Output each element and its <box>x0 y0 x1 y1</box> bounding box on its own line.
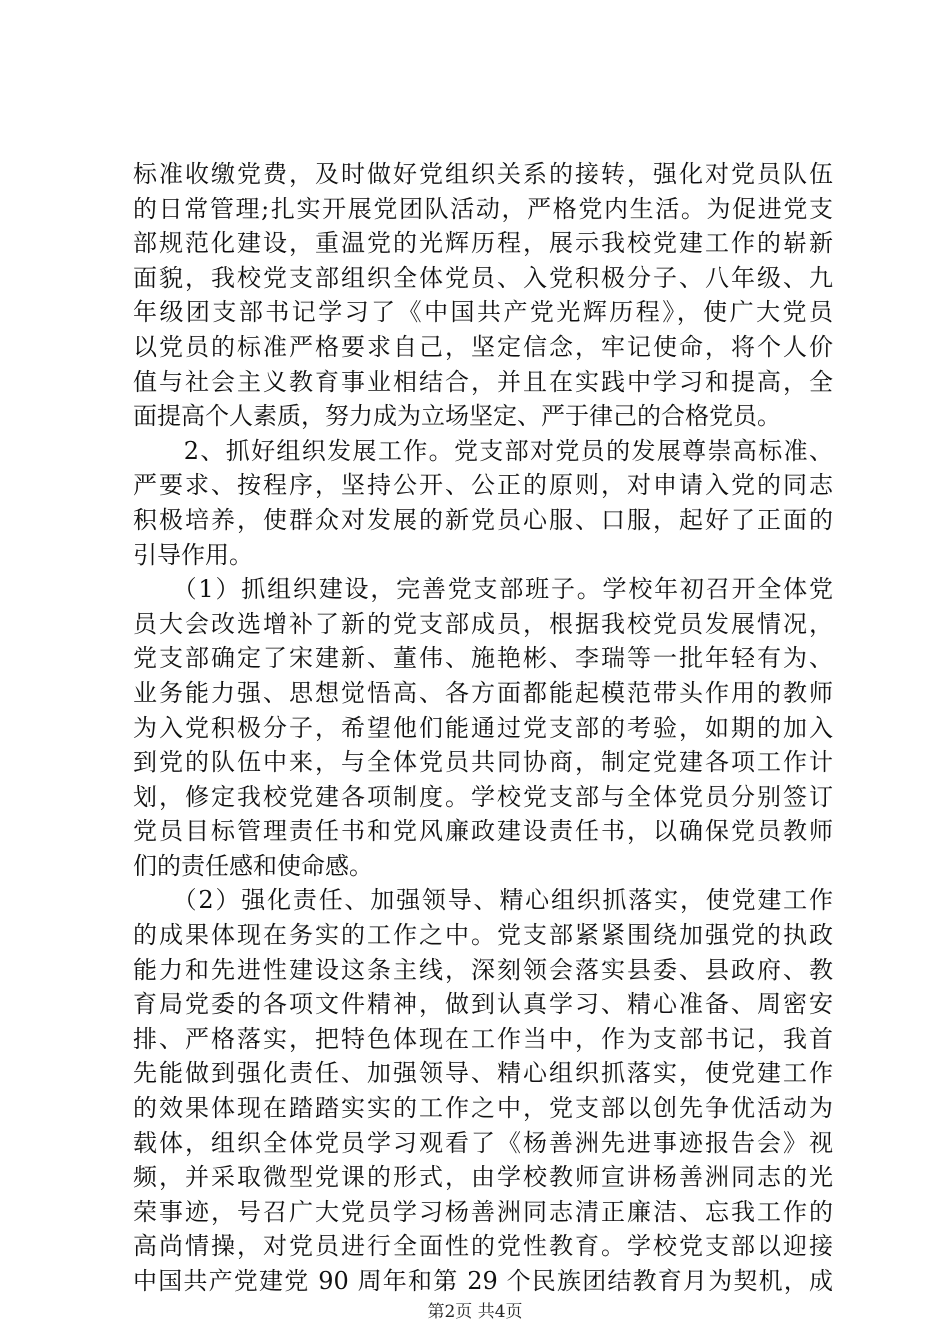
text-line: 为入党积极分子，希望他们能通过党支部的考验，如期的加入 <box>133 713 833 742</box>
text-line: 员大会改选增补了新的党支部成员，根据我校党员发展情况， <box>133 609 833 638</box>
text-line: 育局党委的各项文件精神，做到认真学习、精心准备、周密安 <box>133 990 833 1019</box>
text-line: 2、抓好组织发展工作。党支部对党员的发展尊崇高标准、 <box>133 436 833 465</box>
text-line: 中国共产党建党 90 周年和第 29 个民族团结教育月为契机，成 <box>133 1267 833 1295</box>
text-line: 载体，组织全体党员学习观看了《杨善洲先进事迹报告会》视 <box>133 1128 833 1157</box>
text-line: 高尚情操，对党员进行全面性的党性教育。学校党支部以迎接 <box>133 1232 833 1261</box>
text-line: 党员目标管理责任书和党风廉政建设责任书，以确保党员教师 <box>133 817 833 846</box>
text-line: 标准收缴党费，及时做好党组织关系的接转，强化对党员队伍 <box>133 160 833 188</box>
text-line: 能力和先进性建设这条主线，深刻领会落实县委、县政府、教 <box>133 955 833 984</box>
page-number-footer: 第2页 共4页 <box>427 1302 523 1322</box>
text-line: 引导作用。 <box>133 540 253 569</box>
text-line: 业务能力强、思想觉悟高、各方面都能起模范带头作用的教师 <box>133 678 833 707</box>
text-line: （2）强化责任、加强领导、精心组织抓落实，使党建工作 <box>133 886 833 915</box>
text-line: 以党员的标准严格要求自己，坚定信念，牢记使命，将个人价 <box>133 332 833 361</box>
text-line: 划，修定我校党建各项制度。学校党支部与全体党员分别签订 <box>133 782 833 811</box>
text-line: 的日常管理;扎实开展党团队活动，严格党内生活。为促进党支 <box>133 194 833 223</box>
text-line: 的效果体现在踏踏实实的工作之中，党支部以创先争优活动为 <box>133 1094 833 1123</box>
text-line: 面貌，我校党支部组织全体党员、入党积极分子、八年级、九 <box>133 263 833 292</box>
text-line: 严要求、按程序，坚持公开、公正的原则，对申请入党的同志 <box>133 471 833 500</box>
text-line: 到党的队伍中来，与全体党员共同协商，制定党建各项工作计 <box>133 748 833 777</box>
text-line: 排、严格落实，把特色体现在工作当中，作为支部书记，我首 <box>133 1024 833 1053</box>
text-line: 频，并采取微型党课的形式，由学校教师宣讲杨善洲同志的光 <box>133 1163 833 1192</box>
text-line: 先能做到强化责任、加强领导、精心组织抓落实，使党建工作 <box>133 1059 833 1088</box>
text-line: 面提高个人素质，努力成为立场坚定、严于律己的合格党员。 <box>133 402 781 431</box>
text-line: 党支部确定了宋建新、董伟、施艳彬、李瑞等一批年轻有为、 <box>133 644 833 673</box>
text-line: 的成果体现在务实的工作之中。党支部紧紧围绕加强党的执政 <box>133 921 833 950</box>
text-line: 部规范化建设，重温党的光辉历程，展示我校党建工作的崭新 <box>133 229 833 258</box>
text-line: 积极培养，使群众对发展的新党员心服、口服，起好了正面的 <box>133 505 833 534</box>
text-line: 值与社会主义教育事业相结合，并且在实践中学习和提高，全 <box>133 367 833 396</box>
text-line: 荣事迹，号召广大党员学习杨善洲同志清正廉洁、忘我工作的 <box>133 1197 833 1226</box>
document-body <box>133 157 833 1299</box>
text-line: （1）抓组织建设，完善党支部班子。学校年初召开全体党 <box>133 575 833 604</box>
text-line: 们的责任感和使命感。 <box>133 851 373 880</box>
text-line: 年级团支部书记学习了《中国共产党光辉历程》，使广大党员 <box>133 298 833 327</box>
